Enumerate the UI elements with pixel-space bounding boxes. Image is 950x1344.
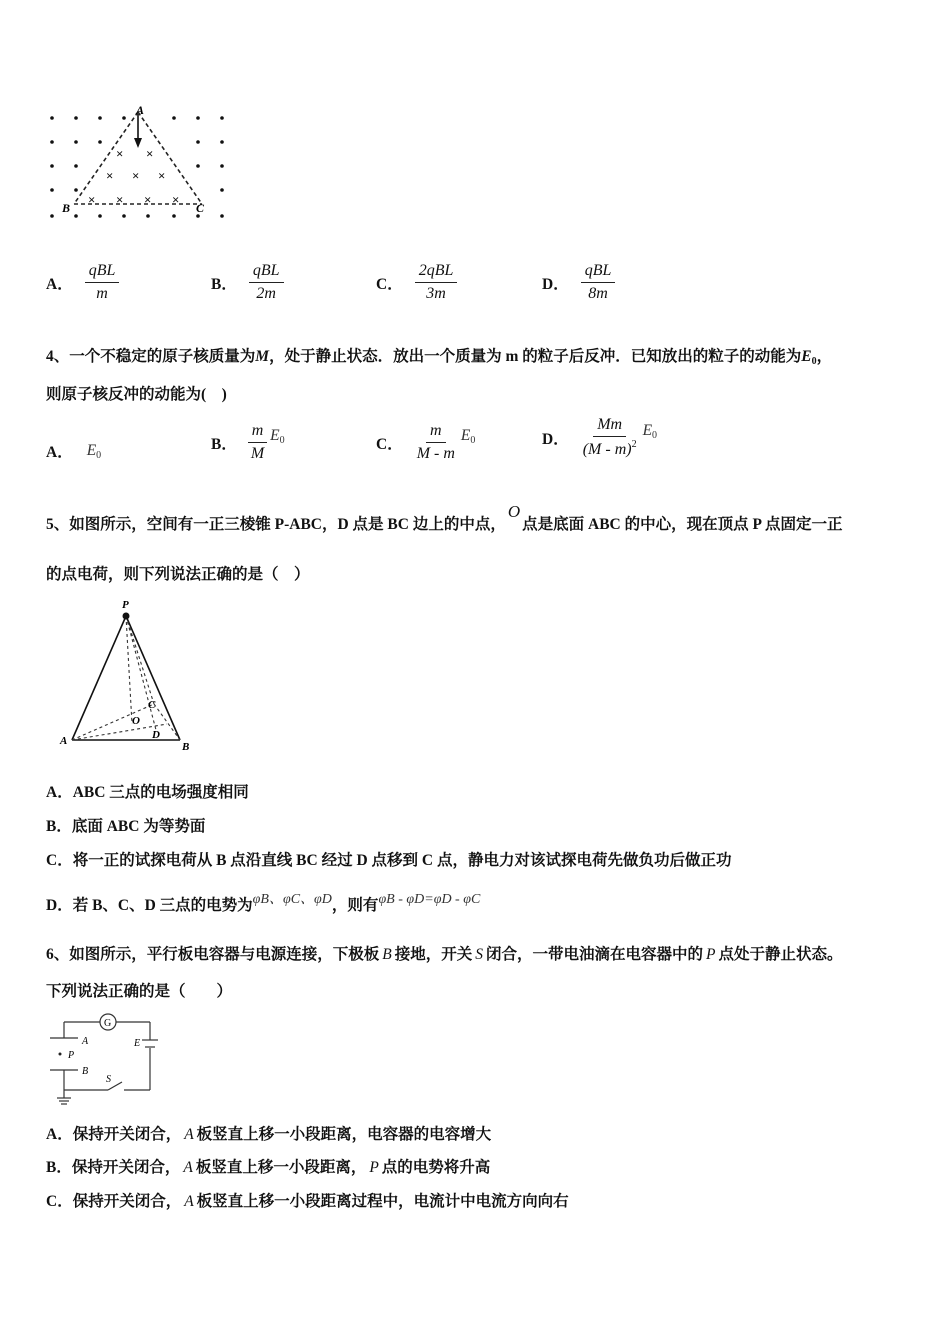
q5-option-d[interactable]: D．若 B、C、D 三点的电势为φB、φC、φD，则有φB - φD=φD - φC (46, 892, 481, 914)
q4-option-a[interactable]: A． $E_0$ (46, 441, 102, 461)
q5-option-c[interactable]: C．将一正的试探电荷从 B 点沿直线 BC 经过 D 点移到 C 点，静电力对该试探电荷先做负功后做正功 (46, 852, 732, 869)
label-s: S (106, 1074, 111, 1085)
svg-text:×: × (116, 192, 124, 207)
label-a: A (136, 103, 145, 117)
q3-option-c[interactable]: C． $\frac{\text{2qBL}}{3m}$ (376, 262, 457, 303)
label-p: P (68, 1050, 75, 1061)
q5-stem-line2: 的点电荷，则下列说法正确的是（ ） (46, 566, 310, 583)
label-p: P (122, 599, 129, 611)
q4-option-d[interactable]: D． $\frac{Mm}{(M - m)^2}$ $E_0$ (542, 416, 658, 458)
q4-stem-line2: 则原子核反冲的动能为( ) (46, 386, 227, 403)
q4-option-c[interactable]: C． $\frac{m}{M - m}$ $E_0$ (376, 422, 476, 462)
svg-text:×: × (88, 192, 96, 207)
q5-pyramid-figure (56, 596, 196, 756)
fraction: $\frac{m}{M - m}$ (416, 422, 455, 462)
svg-text:×: × (144, 192, 152, 207)
label-b: B (82, 1066, 89, 1077)
label-e: E (134, 1038, 141, 1049)
q6-option-a[interactable]: A．保持开关闭合， A 板竖直上移一小段距离，电容器的电容增大 (46, 1126, 492, 1143)
q3-field-figure (44, 100, 244, 230)
q6-option-c[interactable]: C．保持开关闭合， A 板竖直上移一小段距离过程中，电流计中电流方向向右 (46, 1193, 569, 1210)
fraction: $\frac{\text{2qBL}}{3m}$ (415, 262, 458, 303)
fraction: $\frac{\text{qBL}}{2m}$ (249, 262, 284, 303)
q3-option-a[interactable]: A． $\frac{\text{qBL}}{m}$ (46, 262, 119, 303)
svg-text:×: × (116, 146, 124, 161)
fraction: $\frac{Mm}{(M - m)^2}$ (582, 416, 637, 458)
svg-text:×: × (146, 146, 154, 161)
label-a: A (82, 1036, 89, 1047)
fraction: $\frac{\text{qBL}}{m}$ (85, 262, 120, 303)
label-c: C (196, 201, 205, 215)
svg-text:×: × (132, 168, 140, 183)
svg-text:×: × (172, 192, 180, 207)
cross-marks (88, 146, 179, 207)
fraction: $\frac{m}{M}$ (247, 422, 268, 463)
q3-option-b[interactable]: B． $\frac{\text{qBL}}{2m}$ (211, 262, 284, 303)
label-o: O (132, 715, 140, 727)
q5-stem-line1: 5、如图所示，空间有一正三棱锥 P-ABC，D 点是 BC 边上的中点，O点是底面 ABC 的中心，现在顶点 P 点固定一正 (46, 502, 843, 533)
label-b: B (182, 741, 190, 753)
q6-circuit-figure (46, 1010, 166, 1106)
label-b: B (62, 201, 71, 215)
q4-stem-line1: 4、一个不稳定的原子核质量为M，处于静止状态．放出一个质量为 m 的粒子后反冲．已知放出的粒子的动能为$E_0$， (46, 348, 833, 367)
svg-text:×: × (106, 168, 114, 183)
q6-stem-line1: 6、如图所示，平行板电容器与电源连接，下极板 B 接地，开关 S 闭合，一带电油滴在电容器中的 P 点处于静止状态。 (46, 946, 843, 963)
fraction: $\frac{\text{qBL}}{8m}$ (581, 262, 616, 303)
q5-option-b[interactable]: B．底面 ABC 为等势面 (46, 818, 206, 835)
label-g: G (104, 1018, 112, 1029)
label-a: A (60, 735, 68, 747)
label-c: C (148, 699, 156, 711)
label-d: D (152, 729, 160, 741)
q6-stem-line2: 下列说法正确的是（ ） (46, 983, 233, 1000)
velocity-arrow (134, 114, 142, 148)
q4-option-b[interactable]: B． $\frac{m}{M}$ $E_0$ (211, 422, 285, 462)
svg-text:×: × (158, 168, 166, 183)
q5-option-a[interactable]: A．ABC 三点的电场强度相同 (46, 784, 249, 801)
q6-option-b[interactable]: B．保持开关闭合， A 板竖直上移一小段距离， P 点的电势将升高 (46, 1159, 491, 1176)
q3-option-d[interactable]: D． $\frac{\text{qBL}}{8m}$ (542, 262, 615, 303)
